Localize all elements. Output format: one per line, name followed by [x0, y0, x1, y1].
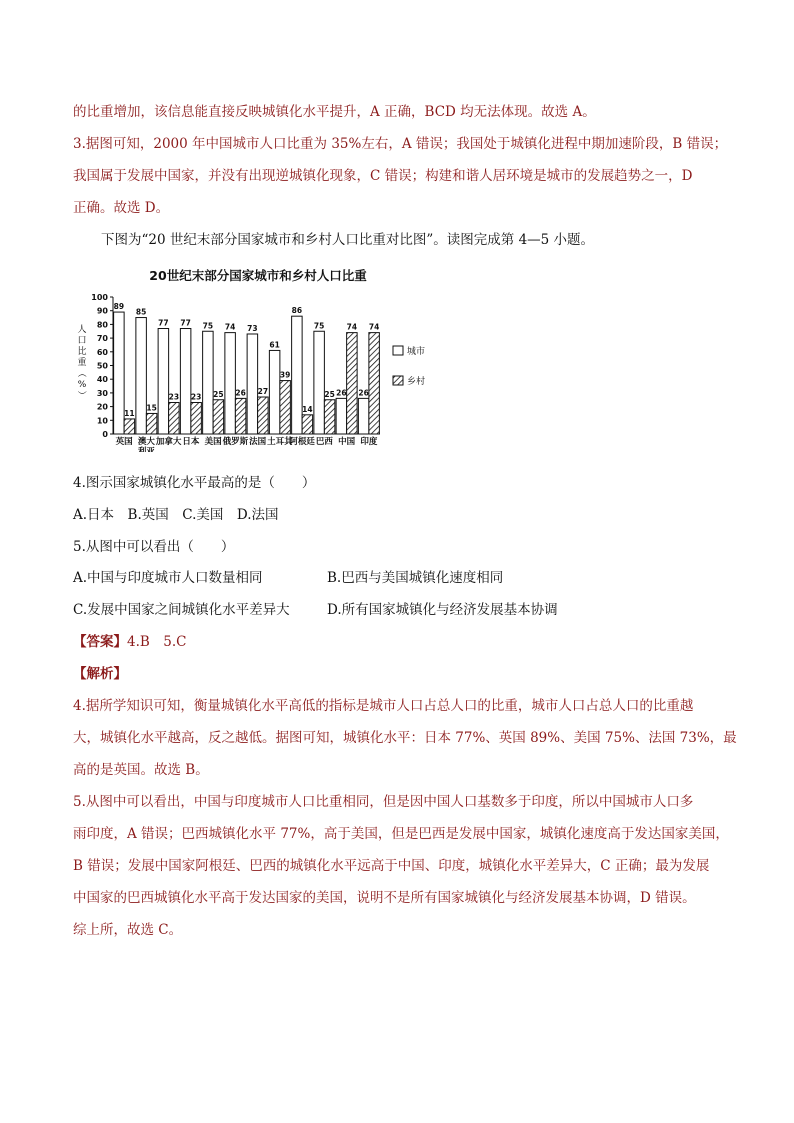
bar-value-label: 74: [224, 322, 236, 332]
intro-line: 下图为“20 世纪末部分国家城市和乡村人口比重对比图”。读图完成第 4—5 小题。: [101, 232, 595, 248]
bar-rural: [280, 381, 291, 434]
x-category-label: 中国: [338, 437, 356, 447]
bar-urban: [336, 398, 347, 434]
answer-value: 4.B 5.C: [127, 634, 187, 650]
bar-rural: [191, 402, 202, 434]
x-category-label: 英国: [115, 437, 133, 447]
text-line: 正确。故选 D。: [73, 200, 170, 216]
bar-urban: [269, 350, 280, 434]
y-axis-label-char: 比: [77, 347, 87, 357]
question-4-options: A.日本 B.英国 C.美国 D.法国: [73, 507, 279, 523]
y-tick-label: 40: [96, 375, 108, 385]
bar-rural: [146, 413, 157, 434]
explanation-line: 综上所，故选 C。: [73, 922, 183, 938]
y-axis-label-char: 重: [77, 358, 87, 368]
bar-value-label: 85: [135, 307, 147, 317]
bar-value-label: 25: [324, 389, 335, 399]
bar-urban: [114, 312, 125, 434]
chart-title: 20世纪末部分国家城市和乡村人口比重: [149, 268, 367, 283]
y-tick-label: 60: [96, 347, 108, 357]
answer-line: [73, 632, 187, 652]
bar-urban: [225, 333, 236, 434]
bar-rural: [235, 398, 246, 434]
question-4: 4.图示国家城镇化水平最高的是（ ）: [73, 475, 316, 491]
x-category-label: 土耳其: [267, 437, 293, 447]
bar-rural: [124, 419, 135, 434]
chart-legend: [393, 345, 425, 387]
bar-urban: [136, 318, 147, 434]
question-5-option-c: C.发展中国家之间城镇化水平差异大: [73, 602, 290, 618]
text-line: 3.据图可知，2000 年中国城市人口比重为 35%左右，A 错误；我国处于城镇化进程中期加速阶段，B 错误；: [73, 136, 728, 152]
y-tick-label: 50: [96, 361, 108, 371]
y-tick-label: 20: [96, 402, 108, 412]
legend-swatch-rural: [393, 376, 403, 385]
x-category-label: 加拿大: [155, 437, 182, 447]
x-category-label: 巴西: [315, 437, 333, 447]
bar-rural: [258, 397, 269, 434]
bar-rural: [324, 400, 335, 434]
x-category-label: 俄罗斯: [222, 437, 249, 447]
text-line: 的比重增加，该信息能直接反映城镇化水平提升，A 正确，BCD 均无法体现。故选 A。: [73, 104, 596, 120]
y-tick-label: 100: [91, 293, 108, 302]
y-axis-label-char: %: [77, 380, 87, 390]
bar-value-label: 26: [235, 388, 246, 398]
bar-value-label: 27: [257, 387, 269, 397]
explanation-line: B 错误；发展中国家阿根廷、巴西的城镇化水平远高于中国、印度，城镇化水平差异大，C 正确；最为发展: [73, 858, 710, 874]
bar-value-label: 15: [146, 403, 157, 413]
legend-swatch-urban: [393, 346, 403, 355]
x-category-label: 阿根廷: [289, 437, 315, 447]
bar-rural: [347, 333, 358, 434]
question-5-option-d: D.所有国家城镇化与经济发展基本协调: [327, 602, 558, 618]
text-line: 我国属于发展中国家，并没有出现逆城镇化现象，C 错误；构建和谐人居环境是城市的发展趋势之一，D: [73, 168, 693, 184]
y-axis-label: [76, 323, 87, 400]
x-category-label: 日本: [182, 437, 200, 447]
bar-value-label: 74: [368, 322, 380, 332]
y-tick-label: 30: [96, 388, 108, 398]
bar-value-label: 25: [213, 389, 224, 399]
y-tick-label: 10: [96, 416, 108, 426]
bar-urban: [158, 329, 169, 434]
bar-value-label: 23: [190, 392, 202, 402]
explanation-line: 中国家的巴西城镇化水平高于发达国家的美国，说明不是所有国家城镇化与经济发展基本协调，D 错误。: [73, 890, 696, 906]
bar-value-label: 74: [346, 322, 358, 332]
bar-value-label: 11: [124, 408, 135, 418]
bar-urban: [292, 316, 303, 434]
bar-value-label: 14: [302, 404, 313, 414]
bar-value-label: 23: [168, 392, 180, 402]
bar-value-label: 39: [279, 370, 291, 380]
y-axis-label-char: 人: [77, 325, 87, 335]
chart-svg: [73, 262, 453, 452]
y-tick-label: 70: [96, 334, 108, 344]
question-5: 5.从图中可以看出（ ）: [73, 539, 235, 555]
x-category-label: 印度: [360, 437, 378, 447]
y-axis-label-char: （: [76, 368, 86, 378]
bar-value-label: 86: [291, 306, 303, 316]
y-tick-label: 0: [102, 430, 108, 439]
bar-value-label: 26: [336, 388, 347, 398]
x-category-label: 美国: [204, 437, 222, 447]
bar-value-label: 26: [358, 388, 369, 398]
y-axis-label-char: ）: [76, 390, 86, 400]
bar-urban: [247, 334, 258, 434]
y-axis-label-char: 口: [77, 336, 87, 346]
explanation-line: 4.据所学知识可知，衡量城镇化水平高低的指标是城市人口占总人口的比重，城市人口占总人口的比重越: [73, 698, 694, 714]
legend-label-rural: 乡村: [407, 377, 426, 387]
bar-value-label: 73: [247, 323, 258, 333]
x-category-label: 澳大: [137, 437, 155, 447]
explanation-line: 雨印度，A 错误；巴西城镇化水平 77%，高于美国，但是巴西是发展中国家，城镇化速度高于发达国家美国，: [73, 826, 729, 842]
bar-urban: [180, 329, 191, 434]
question-5-option-a: A.中国与印度城市人口数量相同: [73, 570, 263, 586]
question-5-option-b: B.巴西与美国城镇化速度相同: [327, 570, 504, 586]
y-tick-label: 90: [96, 306, 108, 316]
chart-bars: [114, 302, 380, 452]
bar-value-label: 77: [180, 318, 191, 328]
bar-value-label: 75: [313, 321, 325, 331]
bar-urban: [203, 331, 214, 434]
y-tick-label: 80: [96, 320, 108, 330]
population-bar-chart: [73, 262, 453, 456]
legend-label-urban: 城市: [407, 347, 426, 357]
analysis-label: 【解析】: [73, 666, 127, 682]
x-category-label: 法国: [249, 437, 267, 447]
explanation-line: 高的是英国。故选 B。: [73, 762, 209, 778]
bar-value-label: 61: [269, 340, 280, 350]
explanation-line: 大，城镇化水平越高，反之越低。据图可知，城镇化水平：日本 77%、英国 89%、美国 75%、法国 73%，最: [73, 730, 737, 746]
bar-value-label: 75: [202, 321, 214, 331]
bar-urban: [314, 331, 325, 434]
bar-rural: [369, 333, 380, 434]
bar-rural: [169, 402, 180, 434]
bar-rural: [302, 415, 313, 434]
x-category-label: 利亚: [137, 447, 155, 452]
explanation-line: 5.从图中可以看出，中国与印度城市人口比重相同，但是因中国人口基数多于印度，所以中国城市人口多: [73, 794, 694, 810]
bar-value-label: 89: [113, 302, 125, 312]
answer-label: 【答案】: [73, 634, 127, 650]
bar-value-label: 77: [158, 318, 169, 328]
bar-urban: [358, 398, 369, 434]
bar-rural: [213, 400, 224, 434]
